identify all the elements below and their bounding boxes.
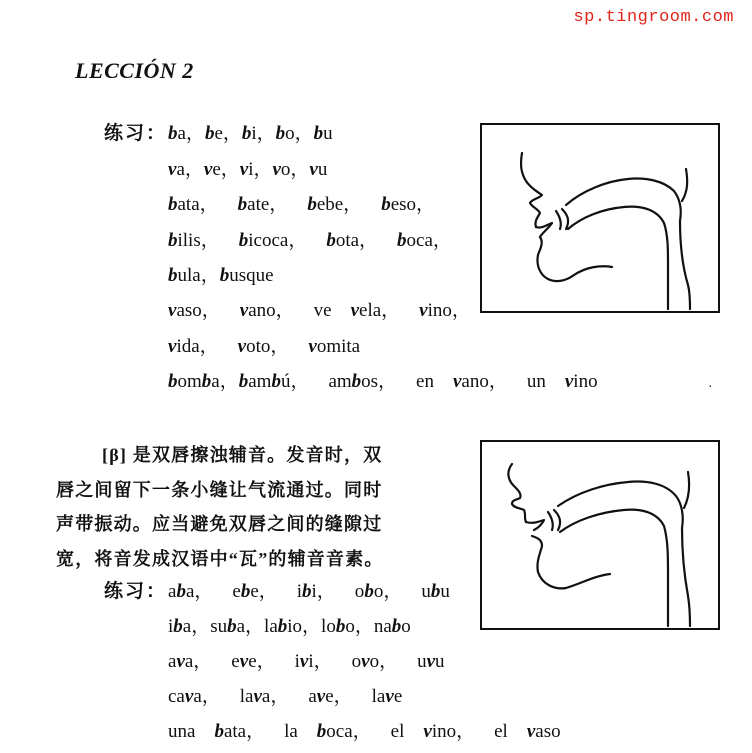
word-text: e， xyxy=(214,123,242,144)
word-text: a， e xyxy=(184,651,240,672)
highlighted-letter: b xyxy=(271,371,281,392)
word-text: e， xyxy=(212,159,240,180)
word-text: i， o xyxy=(308,651,362,672)
highlighted-letter: b xyxy=(275,123,286,144)
highlighted-letter: v xyxy=(350,300,360,321)
word-text: a xyxy=(168,651,177,672)
highlighted-letter: v xyxy=(308,336,317,357)
exercise1-line xyxy=(168,229,452,253)
exercise2-line xyxy=(168,580,450,604)
word-text: e xyxy=(393,686,403,707)
highlighted-letter: v xyxy=(526,721,536,742)
exercise1-line xyxy=(168,335,360,359)
figure-bilabial-stop xyxy=(480,123,720,313)
word-text: os， en xyxy=(361,371,453,392)
highlighted-letter: b xyxy=(381,194,391,215)
highlighted-letter: v xyxy=(237,336,247,357)
word-text: o， u xyxy=(369,651,427,672)
highlighted-letter: b xyxy=(397,230,407,251)
highlighted-letter: v xyxy=(239,651,249,672)
word-text: o， xyxy=(280,159,310,180)
highlighted-letter: b xyxy=(241,123,252,144)
word-text: a， xyxy=(176,159,204,180)
highlighted-letter: b xyxy=(364,581,374,602)
exercise2-line xyxy=(168,650,445,674)
word-text: a， xyxy=(177,123,205,144)
highlighted-letter: v xyxy=(385,686,394,707)
word-text: i， xyxy=(248,159,273,180)
word-text: eso， xyxy=(390,194,436,215)
word-text: oca， el xyxy=(326,721,424,742)
highlighted-letter: b xyxy=(307,194,317,215)
word-text: o， u xyxy=(373,581,431,602)
exercise-label-text: 练习： xyxy=(104,581,168,602)
word-text: u xyxy=(440,581,450,602)
word-text: o xyxy=(401,616,411,637)
word-text: om xyxy=(177,371,202,392)
lesson-title: LECCIÓN 2 xyxy=(75,58,194,83)
exercise1-line xyxy=(168,299,471,323)
highlighted-letter: b xyxy=(326,230,336,251)
word-text: ilis， xyxy=(177,230,239,251)
highlighted-letter: b xyxy=(277,616,288,637)
highlighted-letter: v xyxy=(203,159,213,180)
word-text: ida， xyxy=(176,336,238,357)
highlighted-letter: b xyxy=(430,581,441,602)
word-text: e， i xyxy=(250,581,303,602)
highlighted-letter: v xyxy=(426,651,436,672)
paragraph-line: [β] 是双唇擦浊辅音。发音时，双 xyxy=(102,445,383,465)
word-text: icoca， xyxy=(248,230,327,251)
word-text: ino， el xyxy=(431,721,527,742)
highlighted-letter: v xyxy=(309,159,318,180)
highlighted-letter: v xyxy=(299,651,309,672)
highlighted-letter: v xyxy=(564,371,574,392)
highlighted-letter: b xyxy=(238,230,249,251)
word-text: u xyxy=(435,651,445,672)
word-text: una xyxy=(168,721,215,742)
exercise2-line xyxy=(168,720,561,744)
highlighted-letter: v xyxy=(239,300,249,321)
word-text: a， xyxy=(211,371,239,392)
highlighted-letter: v xyxy=(176,651,185,672)
word-text: i， xyxy=(251,123,276,144)
word-text: a， e xyxy=(185,581,241,602)
word-text: omita xyxy=(316,336,361,357)
word-text: ino xyxy=(573,371,598,392)
exercise-label-text: 练习： xyxy=(104,123,168,144)
highlighted-letter: b xyxy=(214,721,224,742)
exercise2-line xyxy=(168,615,411,639)
paragraph-line: 宽，将音发成汉语中“瓦”的辅音音素。 xyxy=(56,548,384,569)
word-text: o， xyxy=(285,123,314,144)
highlighted-letter: b xyxy=(168,123,178,144)
word-text: ate， xyxy=(247,194,308,215)
word-text: a， a xyxy=(261,686,317,707)
exercise1-line xyxy=(168,158,327,182)
word-text: usque xyxy=(229,265,274,286)
word-text: oto， xyxy=(246,336,309,357)
highlighted-letter: b xyxy=(238,371,249,392)
word-text: a xyxy=(168,581,177,602)
word-text: e， i xyxy=(248,651,300,672)
highlighted-letter: v xyxy=(184,686,194,707)
highlighted-letter: b xyxy=(313,123,324,144)
highlighted-letter: b xyxy=(201,371,212,392)
highlighted-letter: b xyxy=(391,616,402,637)
word-text: ano， ve xyxy=(248,300,351,321)
exercise1-line xyxy=(168,264,274,288)
highlighted-letter: b xyxy=(237,194,248,215)
highlighted-letter: b xyxy=(168,230,178,251)
word-text: ela， xyxy=(359,300,420,321)
highlighted-letter: b xyxy=(351,371,362,392)
word-text: u xyxy=(323,123,333,144)
highlighted-letter: b xyxy=(204,123,215,144)
word-text: ota， xyxy=(335,230,398,251)
highlighted-letter: b xyxy=(219,265,230,286)
exercise1-line xyxy=(168,193,435,217)
exercise1-line xyxy=(168,122,333,146)
word-text: a，su xyxy=(182,616,228,637)
word-text: a，la xyxy=(236,616,278,637)
highlighted-letter: b xyxy=(316,721,327,742)
word-text: aso xyxy=(535,721,561,742)
highlighted-letter: b xyxy=(173,616,183,637)
word-text: io，lo xyxy=(287,616,336,637)
highlighted-letter: v xyxy=(419,300,428,321)
highlighted-letter: b xyxy=(335,616,346,637)
exercise-label-2 xyxy=(104,580,167,604)
word-text: ano， un xyxy=(461,371,565,392)
exercise-label-1 xyxy=(104,122,167,146)
highlighted-letter: v xyxy=(361,651,370,672)
highlighted-letter: v xyxy=(239,159,249,180)
highlighted-letter: v xyxy=(316,686,326,707)
mouth-profile-bilabial-fricative-diagram-icon xyxy=(482,442,718,628)
word-text: oca， xyxy=(406,230,452,251)
word-text: ú， am xyxy=(280,371,352,392)
stray-dot: · xyxy=(708,380,713,395)
watermark-url: sp.tingroom.com xyxy=(573,8,734,27)
exercise2-line xyxy=(168,685,402,709)
word-text: a， la xyxy=(193,686,254,707)
highlighted-letter: b xyxy=(168,265,178,286)
word-text: i xyxy=(168,616,174,637)
highlighted-letter: b xyxy=(227,616,237,637)
paragraph-line: 唇之间留下一条小缝让气流通过。同时 xyxy=(56,479,383,500)
word-text: ata， xyxy=(177,194,238,215)
description-paragraph xyxy=(56,438,474,576)
figure-bilabial-fricative xyxy=(480,440,720,630)
highlighted-letter: b xyxy=(168,371,178,392)
word-text: ino， xyxy=(427,300,471,321)
word-text: ca xyxy=(168,686,185,707)
word-text: u xyxy=(317,159,328,180)
mouth-profile-bilabial-stop-diagram-icon xyxy=(482,125,718,311)
word-text: aso， xyxy=(176,300,240,321)
highlighted-letter: v xyxy=(168,300,177,321)
word-text: i， o xyxy=(311,581,365,602)
word-text: ebe， xyxy=(316,194,382,215)
highlighted-letter: v xyxy=(423,721,432,742)
paragraph-line: 声带振动。应当避免双唇之间的缝隙过 xyxy=(56,514,383,534)
highlighted-letter: b xyxy=(168,194,178,215)
highlighted-letter: v xyxy=(253,686,262,707)
highlighted-letter: v xyxy=(168,336,177,357)
word-text: ula， xyxy=(177,265,220,286)
highlighted-letter: v xyxy=(168,159,177,180)
word-text: am xyxy=(248,371,272,392)
highlighted-letter: v xyxy=(272,159,281,180)
highlighted-letter: v xyxy=(452,371,462,392)
exercise1-line xyxy=(168,370,598,394)
highlighted-letter: b xyxy=(176,581,186,602)
word-text: e， la xyxy=(325,686,386,707)
highlighted-letter: b xyxy=(240,581,251,602)
word-text: o，na xyxy=(345,616,392,637)
highlighted-letter: b xyxy=(302,581,312,602)
word-text: ata， la xyxy=(223,721,317,742)
